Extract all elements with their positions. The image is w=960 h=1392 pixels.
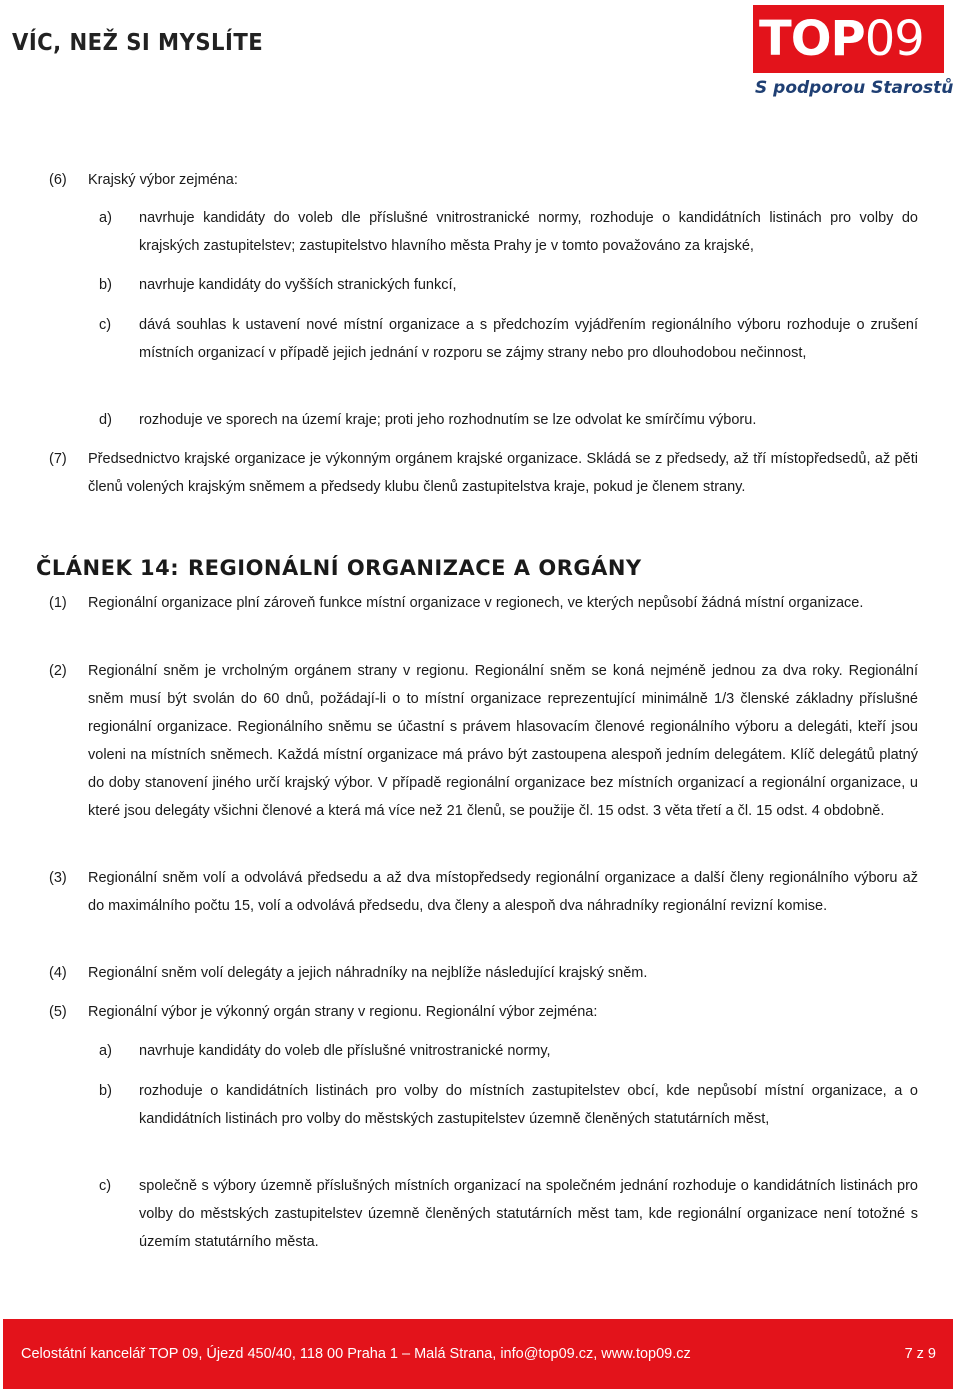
top09-logo	[753, 5, 954, 103]
list-text: navrhuje kandidáty do voleb dle příslušné vnitrostranické normy,	[139, 1043, 551, 1059]
article-heading	[36, 556, 642, 580]
paragraph-text: Krajský výbor zejména:	[88, 172, 238, 188]
list-text: rozhoduje o kandidátních listinách pro volby do místních zastupitelstev obcí, kde nepůsobí místní organizace, a o kandidátních listinách pro volby do městských zastupitelstev územně členěných statutárních měst,	[139, 1083, 918, 1127]
paragraph-text: Regionální sněm je vrcholným orgánem strany v regionu. Regionální sněm se koná nejméně jednou za dva roky. Regionální sněm musí být svolán do 60 dnů, požádají-li o to místní organizace reprezentující minimálně 1/3 členské základny příslušné regionální organizace. Regionálního sněmu se účastní s právem hlasovacím členové regionálního výboru a delegáti, kteří jsou voleni na místních sněmech. Každá místní organizace má právo být zastoupena alespoň jedním delegátem. Klíč delegátů platný do doby stanovení jiného určí krajský výbor. V případě regionální organizace bez místních organizací a regionální organizace, u které jsou delegáty všichni členové a která má více než 21 členů, se použije čl. 15 odst. 3 věta třetí a čl. 15 odst. 4 obdobně.	[88, 663, 918, 819]
list-label: b)	[99, 277, 112, 293]
logo-number: 09	[864, 11, 924, 67]
paragraph-number: (6)	[49, 172, 67, 188]
paragraph-text: Regionální sněm volí a odvolává předsedu a až dva místopředsedy regionální organizace a další členy regionálního výboru až do maximálního počtu 15, volí a odvolává předsedu, dva členy a alespoň dva náhradníky regionální revizní komise.	[88, 870, 918, 914]
page-number: 7 z 9	[904, 1346, 936, 1362]
list-label: c)	[99, 1178, 112, 1194]
header-slogan: VÍC, NEŽ SI MYSLÍTE	[12, 30, 264, 56]
paragraph-text: Regionální výbor je výkonný orgán strany v regionu. Regionální výbor zejména:	[88, 1004, 598, 1020]
paragraph-number: (5)	[49, 1004, 67, 1020]
list-label: b)	[99, 1083, 112, 1099]
list-label: d)	[99, 412, 112, 428]
list-text: dává souhlas k ustavení nové místní organizace a s předchozím vyjádřením regionálního výboru rozhoduje o zrušení místních organizací v případě jejich jednání v rozporu se zájmy strany nebo pro dlouhodobou nečinnost,	[139, 317, 918, 361]
paragraph-text: Regionální sněm volí delegáty a jejich náhradníky na nejblíže následující krajský sněm.	[88, 965, 648, 981]
article-number: ČLÁNEK 14:	[36, 556, 180, 580]
logo-wordmark	[759, 11, 924, 67]
paragraph-number: (2)	[49, 663, 67, 679]
logo-top: TOP	[759, 11, 865, 67]
list-text: navrhuje kandidáty do vyšších stranických funkcí,	[139, 277, 457, 293]
footer-address: Celostátní kancelář TOP 09, Újezd 450/40, 118 00 Praha 1 – Malá Strana, info@top09.cz, www.top09.cz	[21, 1346, 691, 1362]
page-footer	[3, 1319, 953, 1389]
list-text: společně s výbory územně příslušných místních organizací na společném jednání rozhoduje o kandidátních listinách pro volby do městských zastupitelstev územně členěných statutárních měst tam, kde regionální organizace není totožné s územím statutárního města.	[139, 1178, 918, 1250]
list-text: navrhuje kandidáty do voleb dle příslušné vnitrostranické normy, rozhoduje o kandidátních listinách pro volby do krajských zastupitelstev; zastupitelstvo hlavního města Prahy je v tomto považováno za krajské,	[139, 210, 918, 254]
paragraph-number: (3)	[49, 870, 67, 886]
paragraph-text: Regionální organizace plní zároveň funkce místní organizace v regionech, ve kterých nepůsobí žádná místní organizace.	[88, 595, 864, 611]
article-title: REGIONÁLNÍ ORGANIZACE A ORGÁNY	[188, 556, 642, 580]
list-text: rozhoduje ve sporech na území kraje; proti jeho rozhodnutím se lze odvolat ke smírčímu výboru.	[139, 412, 757, 428]
paragraph-number: (1)	[49, 595, 67, 611]
list-label: a)	[99, 1043, 112, 1059]
list-label: c)	[99, 317, 112, 333]
logo-red-box	[753, 5, 944, 73]
paragraph-number: (4)	[49, 965, 67, 981]
logo-subtitle: S podporou Starostů	[755, 78, 954, 98]
paragraph-text: Předsednictvo krajské organizace je výkonným orgánem krajské organizace. Skládá se z předsedy, až tří místopředsedů, až pěti členů volených krajským sněmem a předsedy klubu členů zastupitelstva kraje, pokud je členem strany.	[88, 451, 918, 495]
list-label: a)	[99, 210, 112, 226]
paragraph-number: (7)	[49, 451, 67, 467]
